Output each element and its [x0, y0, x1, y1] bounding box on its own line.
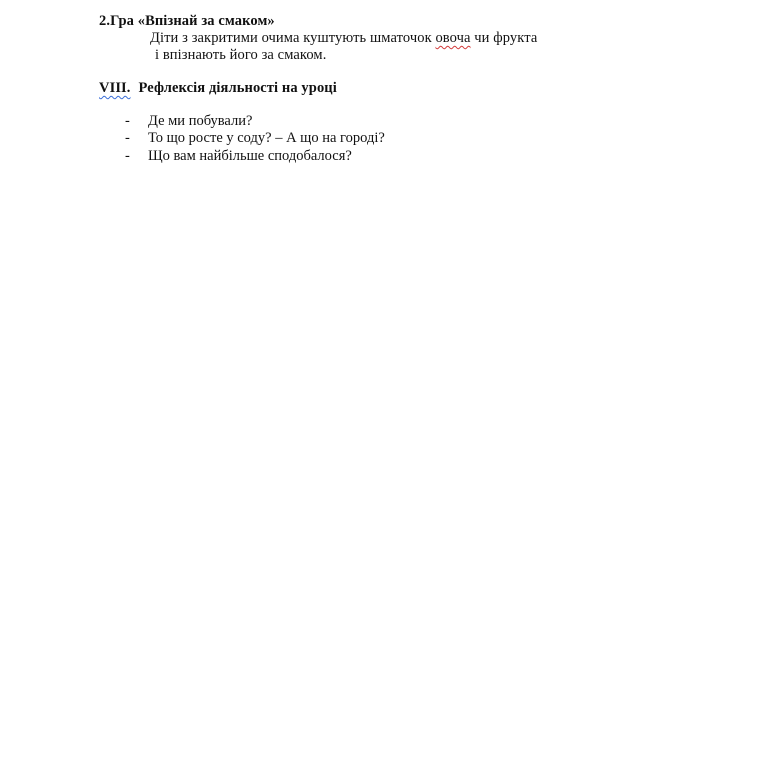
game-description-text-after: чи фрукта [470, 30, 538, 46]
section-numeral: VIII. [99, 80, 131, 96]
reflection-heading: Рефлексія діяльності на уроці [138, 80, 337, 96]
bullet-dash: - [125, 113, 130, 129]
bullet-dash: - [125, 148, 130, 164]
game-description-line-1 [150, 30, 537, 47]
question-text: То що росте у соду? – А що на городі? [148, 130, 385, 146]
game-title: 2.Гра «Впізнай за смаком» [99, 13, 275, 29]
game-description-line-2: і впізнають його за смаком. [155, 47, 327, 63]
question-text: Що вам найбільше сподобалося? [148, 148, 352, 164]
reflection-heading-line [99, 80, 337, 97]
question-text: Де ми побували? [148, 113, 253, 129]
bullet-dash: - [125, 130, 130, 146]
misspelled-word: овоча [435, 30, 471, 46]
game-description-text-before: Діти з закритими очима куштують шматочок [150, 30, 436, 46]
